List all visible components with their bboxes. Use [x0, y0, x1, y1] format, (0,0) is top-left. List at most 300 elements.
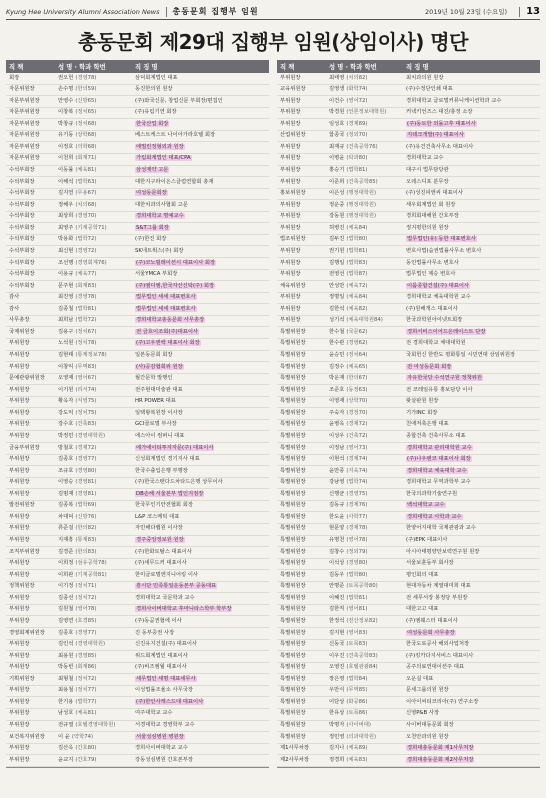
- member-dept: (정치67): [75, 328, 97, 335]
- member-name-cell: [329, 431, 403, 443]
- member-position: [132, 223, 269, 235]
- member-name-cell: [329, 84, 403, 96]
- member-position-text: 에가에이티투자자문(주) 대표이사: [136, 444, 214, 451]
- table-row: [277, 512, 540, 524]
- member-position: [403, 269, 540, 281]
- member-name: 이준희: [329, 178, 345, 185]
- member-role: 부위원장: [9, 340, 30, 347]
- member-dept: (건축공학85): [346, 178, 378, 185]
- member-dept: (경영81): [75, 479, 97, 486]
- member-dept: (신방65): [75, 97, 97, 104]
- table-row: [277, 582, 540, 594]
- member-position: [403, 662, 540, 674]
- member-dept: (경영62): [346, 340, 368, 347]
- member-position-text: (주)한진 회장: [135, 236, 167, 243]
- table-row: [277, 362, 540, 374]
- member-dept: (호텔경영대학원): [75, 722, 116, 728]
- member-position-text: 백석대학교 교수: [407, 502, 445, 509]
- member-role: 제1사무차장: [280, 745, 309, 752]
- member-role: 수석부회장: [9, 282, 35, 289]
- member-name-cell: [58, 315, 132, 327]
- member-name: 윤병옥: [329, 421, 345, 428]
- table-row: [277, 119, 540, 131]
- member-name-cell: [329, 523, 403, 535]
- table-row: [6, 674, 269, 686]
- member-name: 최상희: [58, 213, 74, 220]
- member-position-text: 사이버대동문회 회장: [406, 722, 454, 728]
- table-row: [277, 616, 540, 628]
- table-row: [6, 455, 269, 467]
- member-dept: (영어72): [346, 97, 368, 104]
- member-role: 특별위원장: [280, 363, 306, 370]
- member-name: 이정호: [58, 143, 74, 150]
- table-row: [277, 744, 540, 756]
- table-row: [6, 258, 269, 270]
- member-position-text: 경희대학교 국문학과 교수: [135, 594, 195, 601]
- member-dept: (회계71): [75, 155, 97, 162]
- member-name-cell: [58, 362, 132, 374]
- member-role: 부위원장: [9, 363, 30, 370]
- member-dept: (무용67): [75, 190, 97, 197]
- member-dept: (통계정보78): [75, 352, 107, 358]
- member-position-text: 대한고고 대표: [406, 606, 439, 613]
- member-dept: (체육84): [346, 294, 368, 301]
- table-row: [6, 339, 269, 351]
- member-name-cell: [58, 720, 132, 732]
- header-role: 직 책: [9, 64, 24, 71]
- member-name-cell: [329, 593, 403, 605]
- member-name: 김영생: [329, 86, 345, 93]
- table-header: [277, 60, 540, 73]
- member-position: [403, 419, 540, 431]
- member-role: 부위원장: [280, 120, 301, 127]
- member-name: 김종철: [58, 305, 74, 312]
- member-position-text: (주)수정단인쇄 대표: [406, 86, 453, 93]
- table-row: [277, 96, 540, 108]
- member-name-cell: [58, 489, 132, 501]
- member-name: 주숙자: [329, 409, 345, 416]
- member-name: 김경준: [58, 548, 74, 555]
- member-position-text: SK네트웍스(주) 회장: [135, 247, 184, 254]
- member-role: 발전위원장: [9, 502, 35, 509]
- table-row: [6, 154, 269, 166]
- member-dept: (무역83): [75, 363, 97, 370]
- table-row: [277, 524, 540, 536]
- member-dept: (호텔관광84): [346, 664, 378, 671]
- member-position: [132, 523, 269, 535]
- member-name-cell: [329, 547, 403, 559]
- table-row: [6, 131, 269, 143]
- member-position-text: HR POWER 대표: [135, 398, 176, 405]
- member-name: 방철호: [58, 444, 74, 451]
- member-role: 부위원장: [280, 224, 301, 231]
- member-name-cell: [329, 246, 403, 258]
- member-position: [132, 755, 269, 767]
- member-dept: (화학74): [346, 86, 368, 93]
- member-name: 안성만: [329, 282, 345, 289]
- member-dept: (경영78): [75, 294, 97, 301]
- member-name: 오영재: [58, 375, 74, 382]
- member-dept: (경영70): [75, 213, 97, 220]
- member-role: 특별위원장: [280, 548, 306, 555]
- member-role: 특별위원장: [280, 490, 306, 497]
- table-row: [277, 85, 540, 97]
- member-dept: (기계공학71): [75, 224, 107, 231]
- member-name-cell: [58, 396, 132, 408]
- table-row: [6, 466, 269, 478]
- member-name-cell: [329, 338, 403, 350]
- member-position: [403, 477, 540, 489]
- member-name-cell: [329, 454, 403, 466]
- member-name: 이기정: [58, 583, 74, 590]
- member-position-text: 에벌린정형외과 원장: [136, 143, 184, 150]
- member-dept: (경제76): [346, 502, 368, 509]
- member-name-cell: [329, 281, 403, 293]
- member-position-text: 여성동문회장: [136, 190, 167, 197]
- table-row: [6, 536, 269, 548]
- member-dept: (화공86): [346, 698, 368, 705]
- member-role: 부위원장: [9, 513, 30, 520]
- table-row: [277, 651, 540, 663]
- member-position-text: 한양어지대학 국제관광과 교수: [406, 525, 476, 532]
- table-row: [6, 443, 269, 455]
- member-name-cell: [329, 419, 403, 431]
- member-position-text: (주)한화토탈스 대표이사: [135, 548, 192, 555]
- member-position-text: (주)와국신문, 창업신문 부회장/편집인: [135, 97, 223, 104]
- member-name: 최용원: [58, 652, 74, 659]
- member-name-cell: [329, 500, 403, 512]
- member-name-cell: [329, 269, 403, 281]
- table-row: [277, 570, 540, 582]
- member-role: 특별위원장: [280, 525, 306, 532]
- table-row: [6, 177, 269, 189]
- member-name-cell: [58, 223, 132, 235]
- member-name-cell: [329, 408, 403, 420]
- member-position: [132, 292, 269, 304]
- member-name-cell: [58, 616, 132, 628]
- member-dept: (법학74): [346, 479, 368, 486]
- member-position-text: 세무법인 세명 대표세무사: [136, 675, 196, 682]
- member-role: 특별위원장: [280, 710, 306, 717]
- member-name-cell: [329, 708, 403, 720]
- member-name-cell: [329, 639, 403, 651]
- table-row: [6, 281, 269, 293]
- table-row: [6, 582, 269, 594]
- member-position-text: 자유한국당 수석연구원 정책위원: [407, 375, 483, 382]
- member-name-cell: [329, 604, 403, 616]
- member-position: [132, 119, 269, 131]
- table-row: [6, 478, 269, 490]
- member-name: 최진영: [58, 294, 74, 301]
- member-role: 특별위원장: [280, 513, 306, 520]
- member-position-text: 이아이씨티코리아(주) 연구소장: [406, 698, 479, 705]
- table-row: [6, 489, 269, 501]
- member-position-text: 대한치과의사협회 고문: [135, 201, 188, 208]
- member-name: 김종선: [58, 594, 74, 601]
- roster: [6, 60, 540, 768]
- member-name-cell: [58, 685, 132, 697]
- table-row: [277, 640, 540, 652]
- member-position: [403, 234, 540, 246]
- member-name-cell: [58, 593, 132, 605]
- member-dept: (법학69): [75, 502, 97, 509]
- member-position: [403, 188, 540, 200]
- member-role: 부위원장: [9, 479, 30, 486]
- member-position-text: L&P 코스메틱 대표: [135, 513, 180, 520]
- member-name: 최희남: [58, 317, 74, 324]
- table-row: [277, 293, 540, 305]
- member-dept: (정치78): [75, 340, 97, 347]
- member-position: [132, 732, 269, 744]
- member-name-cell: [329, 165, 403, 177]
- member-dept: (체육65): [346, 363, 368, 370]
- member-name-cell: [329, 292, 403, 304]
- table-row: [277, 628, 540, 640]
- member-role: 수석부회장: [9, 190, 35, 197]
- table-row: [6, 640, 269, 652]
- member-position: [132, 466, 269, 478]
- member-dept: (경영72): [75, 247, 97, 254]
- member-dept: (체육72): [346, 282, 368, 289]
- member-name: 윤승민: [329, 352, 345, 358]
- member-position-text: 경희서비스이어드온레이스트 단장: [407, 328, 486, 335]
- table-row: [277, 420, 540, 432]
- member-dept: (법학84): [346, 675, 368, 682]
- page-number: 13: [526, 6, 540, 17]
- member-name-cell: [58, 651, 132, 663]
- table-row: [277, 489, 540, 501]
- member-name-cell: [329, 732, 403, 744]
- member-role: 자문부위원장: [9, 155, 40, 162]
- member-name: 박운재: [329, 375, 345, 382]
- member-name: 강도익: [58, 409, 74, 416]
- member-position: [132, 327, 269, 339]
- member-role: 부위원장: [280, 155, 301, 162]
- member-dept: (회계83): [75, 282, 97, 289]
- member-position-text: 경희사이버대학교 후마니타스학부 학부장: [136, 606, 232, 613]
- member-position-text: 오천안과의원 원장: [406, 733, 449, 740]
- member-role: 부위원장: [280, 178, 301, 185]
- member-dept: (체육81): [75, 710, 97, 717]
- member-position: [403, 639, 540, 651]
- member-position-text: 경희대학교 명예교수: [136, 213, 184, 220]
- member-position: [403, 720, 540, 732]
- member-role: 수석부회장: [9, 167, 35, 173]
- member-role: 감사: [9, 305, 20, 312]
- table-row: [277, 351, 540, 363]
- member-position: [132, 604, 269, 616]
- member-position-text: 경희회대해원 간호부장: [406, 213, 459, 220]
- member-name: 신행균: [329, 490, 345, 497]
- member-position: [132, 593, 269, 605]
- member-dept: (경제72): [75, 444, 97, 451]
- member-dept: (상학68): [75, 132, 97, 139]
- member-name: 정해우: [58, 201, 74, 208]
- member-name-cell: [58, 570, 132, 582]
- table-row: [6, 142, 269, 154]
- masthead: [6, 4, 540, 20]
- member-position: [132, 211, 269, 223]
- table-row: [6, 697, 269, 709]
- member-dept: (법학83): [346, 259, 368, 266]
- member-role: 부위원장: [9, 698, 30, 705]
- member-role: 부위원장: [9, 352, 30, 358]
- member-dept: (영어78): [75, 606, 97, 613]
- member-role: 특별위원장: [280, 594, 306, 601]
- member-name: 최형철: [58, 675, 74, 682]
- member-name-cell: [329, 315, 403, 327]
- member-position-text: 일본동문회 회장: [135, 352, 173, 358]
- member-name: 한수철: [329, 328, 345, 335]
- member-dept: (사이버대): [346, 722, 371, 728]
- member-name-cell: [58, 408, 132, 420]
- table-row: [6, 755, 269, 767]
- member-dept: (체육81): [75, 167, 97, 173]
- member-dept: (영어73): [346, 444, 368, 451]
- table-row: [6, 327, 269, 339]
- member-role: 부위원장: [9, 594, 30, 601]
- member-name-cell: [329, 130, 403, 142]
- member-position: [132, 188, 269, 200]
- member-role: 특별위원장: [280, 340, 306, 347]
- table-row: [6, 732, 269, 744]
- member-name-cell: [58, 443, 132, 455]
- member-name: 이창익: [58, 363, 74, 370]
- member-dept: (경영81): [75, 490, 97, 497]
- member-position-text: 한국의과학기술연구원: [406, 490, 458, 497]
- member-position-text: 경희대총동문회 제2사무처장: [407, 756, 474, 763]
- member-position: [403, 755, 540, 767]
- member-name-cell: [329, 685, 403, 697]
- member-name: 한도윤: [329, 513, 345, 520]
- member-role: 부위원장: [9, 756, 30, 763]
- member-name: 전규열: [58, 722, 74, 728]
- member-dept: (정치71): [75, 583, 97, 590]
- member-name-cell: [58, 327, 132, 339]
- table-row: [277, 316, 540, 328]
- member-position: [132, 142, 269, 154]
- member-position-text: (주)코노릴레이션시 대표이사 회장: [136, 259, 216, 266]
- table-row: [277, 466, 540, 478]
- member-position: [132, 662, 269, 674]
- member-name-cell: [58, 153, 132, 165]
- table-row: [6, 524, 269, 536]
- member-name: 이영재: [329, 398, 345, 405]
- member-name-cell: [58, 639, 132, 651]
- member-position: [403, 547, 540, 559]
- member-position-text: 한미글로벌엔지니어링 이사: [135, 571, 199, 578]
- member-position: [403, 570, 540, 582]
- member-dept: (법학87): [346, 271, 368, 278]
- member-position-text: 경주중앙정보원 원장: [136, 537, 184, 543]
- member-position: [132, 616, 269, 628]
- member-name-cell: [58, 258, 132, 270]
- member-role: 부위원장: [9, 490, 30, 497]
- member-role: 부위원장: [9, 398, 30, 405]
- member-name-cell: [329, 651, 403, 663]
- member-name: 김범재: [58, 490, 74, 497]
- member-name: 이우진: [329, 652, 345, 659]
- member-dept: (섬유공학78): [75, 560, 107, 567]
- member-position: [403, 616, 540, 628]
- member-name: 이혜진: [329, 594, 345, 601]
- member-role: 산업위원장: [280, 132, 306, 139]
- member-dept: (경영80): [346, 560, 368, 567]
- member-name-cell: [329, 350, 403, 362]
- member-dept: (토목공학80): [346, 583, 378, 590]
- table-row: [277, 108, 540, 120]
- member-name: 차대덕: [58, 513, 74, 520]
- member-name: 이동률: [58, 167, 74, 173]
- table-row: [277, 663, 540, 675]
- member-name-cell: [58, 708, 132, 720]
- member-name: 이병윤: [329, 155, 345, 162]
- member-name-cell: [58, 188, 132, 200]
- member-position-text: 에스아이 컴퍼니 대표: [135, 432, 185, 439]
- table-row: [277, 559, 540, 571]
- member-position-text: 왓살판원 원장: [406, 398, 439, 405]
- member-dept: (행정대학원): [346, 201, 377, 208]
- member-position-text: 삼덕회계법인 대표: [135, 74, 178, 81]
- table-row: [6, 235, 269, 247]
- member-dept: (체육83): [346, 756, 368, 763]
- member-dept: (무역85): [346, 687, 368, 694]
- member-name-cell: [58, 477, 132, 489]
- member-role: 부위원장: [280, 259, 301, 266]
- member-position-text: 경희대학교총동문회 사무총장: [136, 317, 205, 324]
- table-row: [6, 166, 269, 178]
- member-name-cell: [58, 697, 132, 709]
- member-position: [132, 281, 269, 293]
- member-name: 이영승: [58, 479, 74, 486]
- member-dept: (신방76): [75, 513, 97, 520]
- member-position: [132, 385, 269, 397]
- member-role: 부위원장: [9, 421, 30, 428]
- member-position-text: (주)엠웨스터 대표이사: [406, 617, 458, 624]
- member-dept: (정치65): [75, 109, 97, 116]
- table-row: [6, 246, 269, 258]
- member-role: 특별위원장: [280, 467, 306, 474]
- member-position-text: 평인회의 대표: [406, 571, 439, 578]
- member-dept: (한의67): [346, 375, 368, 382]
- member-dept: (정외79): [346, 548, 368, 555]
- member-name-cell: [58, 454, 132, 466]
- member-position-text: 일택왕복원장 이사장: [135, 409, 183, 416]
- member-name-cell: [329, 327, 403, 339]
- member-position: [403, 350, 540, 362]
- member-position-text: 가림회계법인 대표/CPA: [136, 155, 191, 162]
- member-role: 특별위원장: [280, 698, 306, 705]
- member-position: [132, 107, 269, 119]
- member-position-text: 오운실 대표: [406, 675, 434, 682]
- member-dept: (약학74): [71, 733, 94, 740]
- table-row: [277, 605, 540, 617]
- member-name-cell: [329, 755, 403, 767]
- member-position-text: 법무법인 제승 변호사: [406, 271, 456, 278]
- masthead-divider: [166, 7, 167, 17]
- member-position-text: 공주의료연대이션주 대표: [406, 664, 464, 671]
- member-name-cell: [58, 96, 132, 108]
- member-name: 오영진: [329, 664, 345, 671]
- member-name-cell: [58, 512, 132, 524]
- member-role: 보건복지위원장: [9, 733, 45, 740]
- member-role: 부위원장: [9, 409, 30, 416]
- header-name: 성 명 · 학과 학번: [58, 64, 106, 71]
- member-role: 홍보위원장: [280, 190, 306, 197]
- table-row: [6, 559, 269, 571]
- member-position: [132, 628, 269, 640]
- table-row: [277, 189, 540, 201]
